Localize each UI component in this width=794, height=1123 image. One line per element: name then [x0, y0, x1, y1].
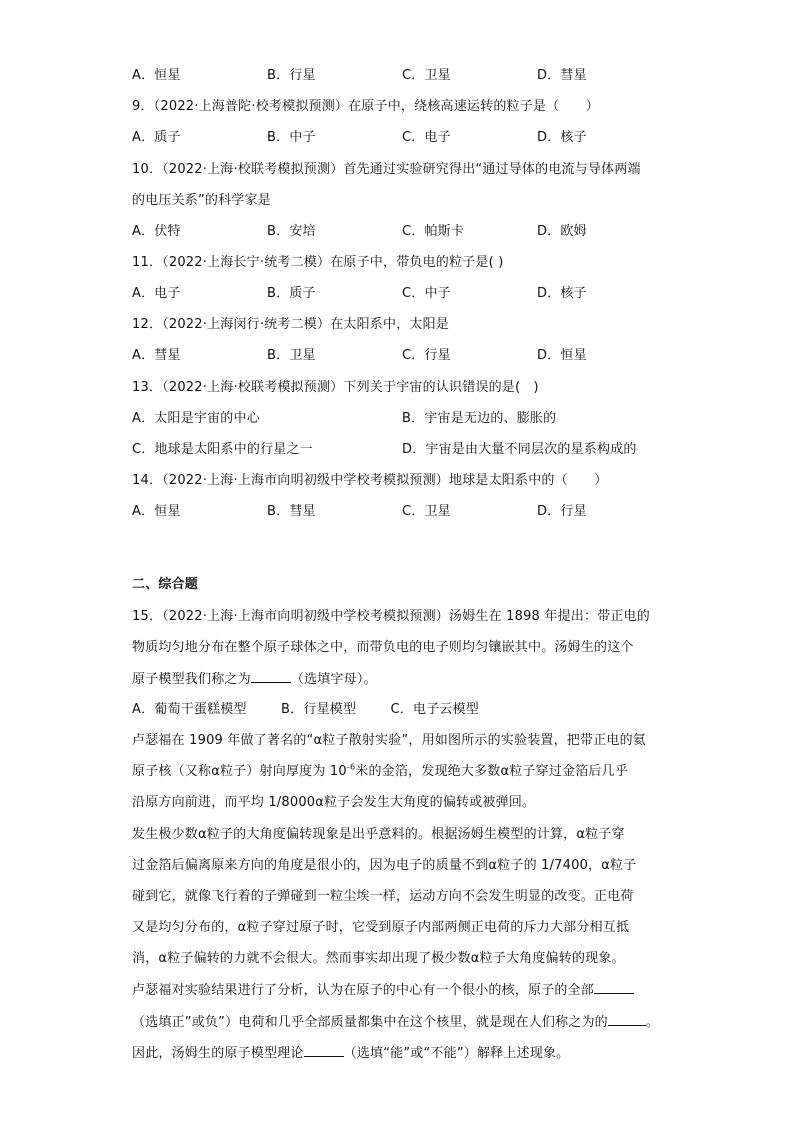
q14-option-a[interactable]: A．恒星: [132, 504, 181, 519]
q8-option-c[interactable]: C．卫星: [402, 68, 451, 83]
q14-options: [132, 502, 672, 522]
q10-stem-line2: 的电压关系”的科学家是: [132, 193, 271, 208]
q10-option-a[interactable]: A．伏特: [132, 224, 181, 239]
q15-options: [132, 700, 672, 720]
q8-options: [132, 66, 672, 86]
q15-para-line9: [132, 980, 672, 1000]
q11-option-b[interactable]: B．质子: [267, 286, 316, 301]
q11-options: [132, 284, 672, 304]
q11-stem: 11．（2022·上海长宁·统考二模）在原子中，带负电的粒子是( ): [132, 255, 504, 270]
q15-line3-text-b: （选填字母）。: [290, 672, 377, 687]
q9-options: [132, 128, 672, 148]
q8-option-d[interactable]: D．彗星: [537, 68, 587, 83]
q15-para-line11-text-b: （选填“能”或“不能”）解释上述现象。: [343, 1046, 570, 1061]
q15-line3-text-a: 原子模型我们称之为: [132, 672, 251, 687]
q12-options: [132, 346, 672, 366]
q11-option-a[interactable]: A．电子: [132, 286, 181, 301]
q15-line2: 物质均匀地分布在整个原子球体之中，而带负电的电子则均匀镶嵌其中。汤姆生的这个: [132, 640, 634, 655]
q8-option-a[interactable]: A．恒星: [132, 68, 181, 83]
exponent: -6: [346, 762, 356, 772]
q13-option-a[interactable]: A．太阳是宇宙的中心: [132, 411, 260, 426]
q15-answer-blank-1[interactable]: [251, 669, 291, 683]
q15-para-line6: 碰到它，就像飞行着的子弹碰到一粒尘埃一样，运动方向不会发生明显的改变。正电荷: [132, 889, 634, 904]
q13-stem: 13．（2022·上海·校联考模拟预测）下列关于宇宙的认识错误的是( ): [132, 380, 539, 395]
q12-stem: 12．（2022·上海闵行·统考二模）在太阳系中，太阳是: [132, 317, 449, 332]
q15-para-line1: 卢瑟福在 1909 年做了著名的“α粒子散射实验”，用如图所示的实验装置，把带正电的氦: [132, 733, 646, 748]
q13-options-row1: [132, 409, 672, 429]
q15-para-line11-text-a: 因此，汤姆生的原子模型理论: [132, 1046, 304, 1061]
q13-options-row2: [132, 440, 672, 460]
q13-option-d[interactable]: D．宇宙是由大量不同层次的星系构成的: [402, 442, 637, 457]
q15-para-line5: 过金箔后偏离原来方向的角度是很小的，因为电子的质量不到α粒子的 1/7400，α粒子: [132, 858, 637, 873]
q15-para-line2-b: 米的金箔，发现绝大多数α粒子穿过金箔后几乎: [355, 764, 629, 779]
q9-option-c[interactable]: C．电子: [402, 130, 451, 145]
q10-option-c[interactable]: C．帕斯卡: [402, 224, 465, 239]
q11-option-c[interactable]: C．中子: [402, 286, 451, 301]
q13-option-c[interactable]: C．地球是太阳系中的行星之一: [132, 442, 313, 457]
q15-option-c[interactable]: C．电子云模型: [390, 702, 479, 717]
q8-option-b[interactable]: B．行星: [267, 68, 316, 83]
q15-para-line8: 消，α粒子偏转的力就不会很大。然而事实却出现了极少数α粒子大角度偏转的现象。: [132, 951, 625, 966]
q15-option-b[interactable]: B．行星模型: [281, 702, 357, 717]
q12-option-d[interactable]: D．恒星: [537, 348, 587, 363]
q14-option-d[interactable]: D．行星: [537, 504, 587, 519]
q11-option-d[interactable]: D．核子: [537, 286, 587, 301]
q15-para-line10: [132, 1012, 672, 1032]
q12-option-c[interactable]: C．行星: [402, 348, 451, 363]
q15-answer-blank-3[interactable]: [608, 1012, 646, 1026]
q9-option-d[interactable]: D．核子: [537, 130, 587, 145]
q15-para-line10-text-a: （选填正”或负”）电荷和几乎全部质量都集中在这个核里，就是现在人们称之为的: [132, 1015, 608, 1030]
q14-option-b[interactable]: B．彗星: [267, 504, 316, 519]
q15-option-a[interactable]: A．葡萄干蛋糕模型: [132, 702, 247, 717]
q9-option-b[interactable]: B．中子: [267, 130, 316, 145]
q9-stem: 9．（2022·上海普陀·校考模拟预测）在原子中，绕核高速运转的粒子是（ ）: [132, 99, 599, 114]
q12-option-b[interactable]: B．卫星: [267, 348, 316, 363]
q15-line1: 15．（2022·上海·上海市向明初级中学校考模拟预测）汤姆生在 1898 年提出：带正电的: [132, 609, 650, 624]
q15-para-line10-text-b: 。: [645, 1015, 660, 1030]
q15-para-line11: [132, 1043, 672, 1063]
q15-answer-blank-4[interactable]: [304, 1043, 344, 1057]
q9-option-a[interactable]: A．质子: [132, 130, 181, 145]
q10-options: [132, 222, 672, 242]
q12-option-a[interactable]: A．彗星: [132, 348, 181, 363]
q15-para-line3: 沿原方向前进，而平均 1/8000α粒子会发生大角度的偏转或被弹回。: [132, 795, 536, 810]
section-title: 二、综合题: [132, 577, 199, 592]
q10-stem-line1: 10．（2022·上海·校联考模拟预测）首先通过实验研究得出“通过导体的电流与导体两端: [132, 162, 641, 177]
q15-para-line2: [132, 762, 672, 782]
q15-para-line4: 发生极少数α粒子的大角度偏转现象是出乎意料的。根据汤姆生模型的计算，α粒子穿: [132, 827, 625, 842]
q13-option-b[interactable]: B．宇宙是无边的、膨胀的: [402, 411, 557, 426]
q10-option-d[interactable]: D．欧姆: [537, 224, 587, 239]
q15-line3: [132, 669, 672, 689]
q10-option-b[interactable]: B．安培: [267, 224, 316, 239]
q15-answer-blank-2[interactable]: [594, 980, 634, 994]
q14-option-c[interactable]: C．卫星: [402, 504, 451, 519]
q14-stem: 14．（2022·上海·上海市向明初级中学校考模拟预测）地球是太阳系中的（ ）: [132, 473, 608, 488]
q15-para-line9-text: 卢瑟福对实验结果进行了分析，认为在原子的中心有一个很小的核，原子的全部: [132, 983, 595, 998]
q15-para-line7: 又是均匀分布的，α粒子穿过原子时，它受到原子内部两侧正电荷的斥力大部分相互抵: [132, 920, 630, 935]
q15-para-line2-a: 原子核（又称α粒子）射向厚度为 10: [132, 764, 347, 779]
